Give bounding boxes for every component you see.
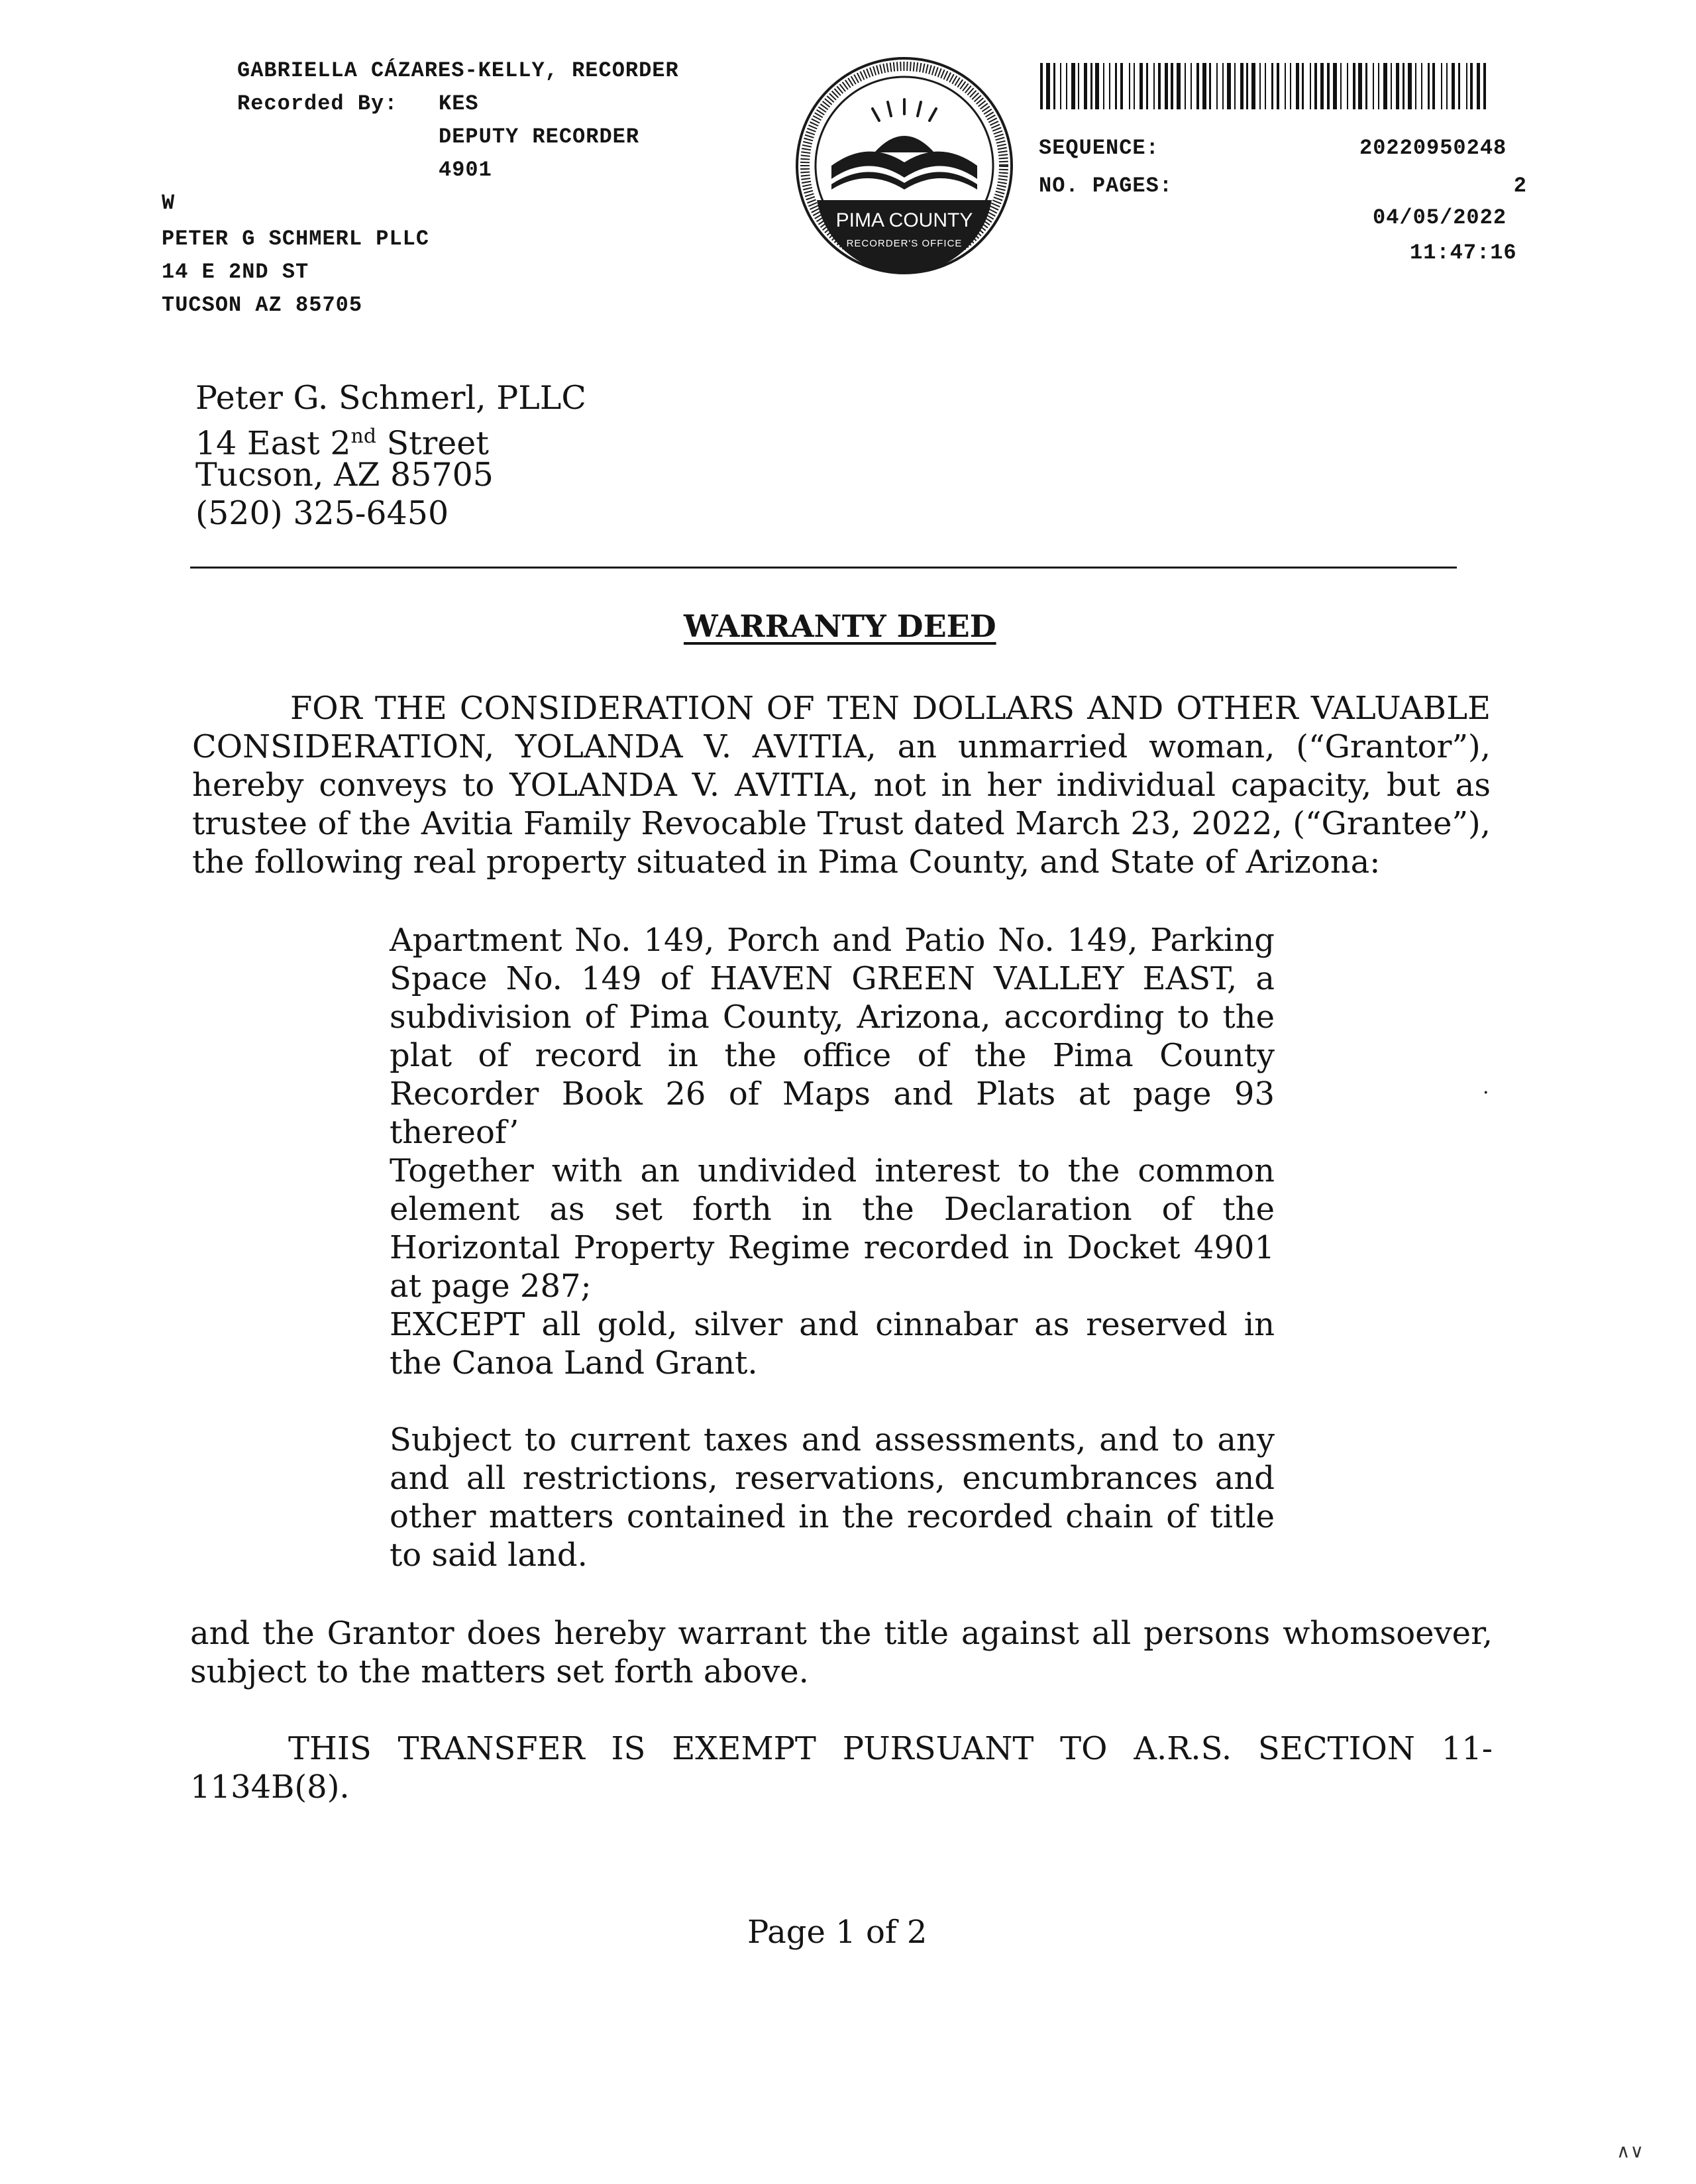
- barcode-bar: [1265, 63, 1266, 109]
- barcode-bar: [1240, 63, 1244, 109]
- barcode-bar: [1365, 63, 1367, 109]
- subject-to-paragraph: Subject to current taxes and assessments, and to any and all restrictions, reservations, encumbrances and other matters contained in the recorded chain of title to said land.: [390, 1421, 1275, 1574]
- consideration-paragraph: FOR THE CONSIDERATION OF TEN DOLLARS AND OTHER VALUABLE CONSIDERATION, YOLANDA V. AVITIA, an unmarried woman, (“Grantor”), hereby conveys to YOLANDA V. AVITIA, not in her individual capacity, but as trustee of the Avitia Family Revocable Trust dated March 23, 2022, (“Grantee”), the following real property situated in Pima County, and State of Arizona:: [192, 690, 1491, 881]
- legal-description: Apartment No. 149, Porch and Patio No. 149, Parking Space No. 149 of HAVEN GREEN VALLEY EAST, a subdivision of Pima County, Arizona, according to the plat of record in the office of the Pima County Recorder Book 26 of Maps and Plats at page 93 thereof’: [390, 922, 1275, 1151]
- barcode-bar: [1353, 63, 1355, 109]
- recorded-by-value: KES: [439, 91, 479, 116]
- seal-graphic: [792, 53, 1017, 278]
- barcode-bar: [1246, 63, 1248, 109]
- return-address-line2: 14 E 2ND ST: [162, 260, 309, 284]
- deputy-recorder: DEPUTY RECORDER: [439, 125, 640, 149]
- barcode-bar: [1347, 63, 1348, 109]
- barcode-bar: [1084, 63, 1087, 109]
- barcode-bar: [1477, 63, 1480, 109]
- barcode-bar: [1103, 63, 1104, 109]
- barcode-bar: [1396, 63, 1399, 109]
- barcode-bar: [1158, 63, 1161, 109]
- barcode-bar: [1441, 63, 1442, 109]
- barcode-bar: [1383, 63, 1387, 109]
- barcode-bar: [1134, 63, 1135, 109]
- barcode-bar: [1196, 63, 1199, 109]
- barcode-bar: [1432, 63, 1435, 109]
- barcode-bar: [1277, 63, 1279, 109]
- return-address-line1: PETER G SCHMERL PLLC: [162, 227, 430, 251]
- barcode-bar: [1333, 63, 1337, 109]
- barcode-bar: [1483, 63, 1486, 109]
- pima-county-seal: [792, 53, 1017, 278]
- corner-mark: ∧∨: [1616, 2140, 1644, 2162]
- barcode-bar: [1066, 63, 1067, 109]
- barcode-bar: [1296, 63, 1299, 109]
- sequence-label: SEQUENCE:: [1039, 136, 1159, 160]
- barcode-bar: [1415, 63, 1416, 109]
- warranty-paragraph: and the Grantor does hereby warrant the title against all persons whomsoever, subject to the matters set forth above.: [190, 1615, 1493, 1690]
- barcode-bar: [1290, 63, 1291, 109]
- preparer-street: 14 East 2nd Street: [195, 424, 489, 463]
- recorded-by-label: Recorded By:: [237, 91, 398, 116]
- barcode-bar: [1171, 63, 1173, 109]
- barcode-bar: [1302, 63, 1304, 109]
- barcode-bar: [1408, 63, 1412, 109]
- barcode-bar: [1458, 63, 1460, 109]
- barcode-bar: [1285, 63, 1286, 109]
- stray-dot: ·: [1483, 1081, 1489, 1105]
- barcode-bar: [1060, 63, 1061, 109]
- barcode-bar: [1314, 63, 1317, 109]
- record-time: 11:47:16: [1410, 241, 1517, 265]
- barcode: [1040, 63, 1491, 109]
- pages-value: 2: [1513, 174, 1527, 198]
- barcode-bar: [1373, 63, 1374, 109]
- barcode-bar: [1271, 63, 1273, 109]
- barcode-bar: [1428, 63, 1430, 109]
- barcode-bar: [1209, 63, 1211, 109]
- seal-title: PIMA COUNTY: [835, 209, 973, 231]
- document-code: W: [162, 191, 176, 215]
- barcode-bar: [1185, 63, 1186, 109]
- barcode-bar: [1320, 63, 1324, 109]
- barcode-bar: [1470, 63, 1473, 109]
- barcode-bar: [1446, 63, 1448, 109]
- barcode-bar: [1378, 63, 1379, 109]
- page-footer: Page 1 of 2: [747, 1914, 928, 1951]
- preparer-city: Tucson, AZ 85705: [195, 456, 494, 494]
- common-element-paragraph: Together with an undivided interest to the common element as set forth in the Declaration of the Horizontal Property Regime recorded in Docket 4901 at page 287;: [390, 1152, 1275, 1305]
- record-date: 04/05/2022: [1373, 205, 1507, 230]
- barcode-bar: [1109, 63, 1110, 109]
- barcode-bar: [1090, 63, 1092, 109]
- pages-label: NO. PAGES:: [1039, 174, 1173, 198]
- barcode-bar: [1227, 63, 1231, 109]
- barcode-bar: [1403, 63, 1404, 109]
- barcode-bar: [1234, 63, 1236, 109]
- barcode-bar: [1310, 63, 1311, 109]
- barcode-bar: [1421, 63, 1422, 109]
- barcode-bar: [1140, 63, 1143, 109]
- barcode-bar: [1391, 63, 1392, 109]
- barcode-bar: [1222, 63, 1224, 109]
- barcode-bar: [1466, 63, 1467, 109]
- return-address-line3: TUCSON AZ 85705: [162, 293, 363, 317]
- barcode-bar: [1120, 63, 1123, 109]
- barcode-bar: [1216, 63, 1218, 109]
- recorder-name: GABRIELLA CÁZARES-KELLY, RECORDER: [237, 58, 679, 83]
- deputy-number: 4901: [439, 158, 492, 182]
- barcode-bar: [1358, 63, 1362, 109]
- barcode-bar: [1327, 63, 1330, 109]
- barcode-bar: [1071, 63, 1075, 109]
- seal-subtitle: RECORDER'S OFFICE: [846, 238, 963, 249]
- barcode-bar: [1146, 63, 1148, 109]
- barcode-bar: [1191, 63, 1192, 109]
- barcode-bar: [1095, 63, 1099, 109]
- barcode-bar: [1040, 63, 1043, 109]
- header-divider: [190, 567, 1457, 569]
- barcode-bar: [1115, 63, 1117, 109]
- barcode-bar: [1153, 63, 1155, 109]
- barcode-bar: [1177, 63, 1181, 109]
- barcode-bar: [1165, 63, 1168, 109]
- barcode-bar: [1340, 63, 1342, 109]
- preparer-name: Peter G. Schmerl, PLLC: [195, 379, 586, 417]
- barcode-bar: [1259, 63, 1261, 109]
- barcode-bar: [1053, 63, 1055, 109]
- barcode-bar: [1078, 63, 1079, 109]
- barcode-bar: [1251, 63, 1255, 109]
- preparer-phone: (520) 325-6450: [195, 494, 449, 532]
- sequence-value: 20220950248: [1359, 136, 1507, 160]
- barcode-bar: [1046, 63, 1050, 109]
- exception-paragraph: EXCEPT all gold, silver and cinnabar as reserved in the Canoa Land Grant.: [390, 1306, 1275, 1382]
- exemption-paragraph: THIS TRANSFER IS EXEMPT PURSUANT TO A.R.S. SECTION 11-1134B(8).: [190, 1730, 1493, 1806]
- document-title: WARRANTY DEED: [684, 608, 996, 644]
- barcode-bar: [1129, 63, 1130, 109]
- barcode-bar: [1202, 63, 1206, 109]
- barcode-bar: [1452, 63, 1455, 109]
